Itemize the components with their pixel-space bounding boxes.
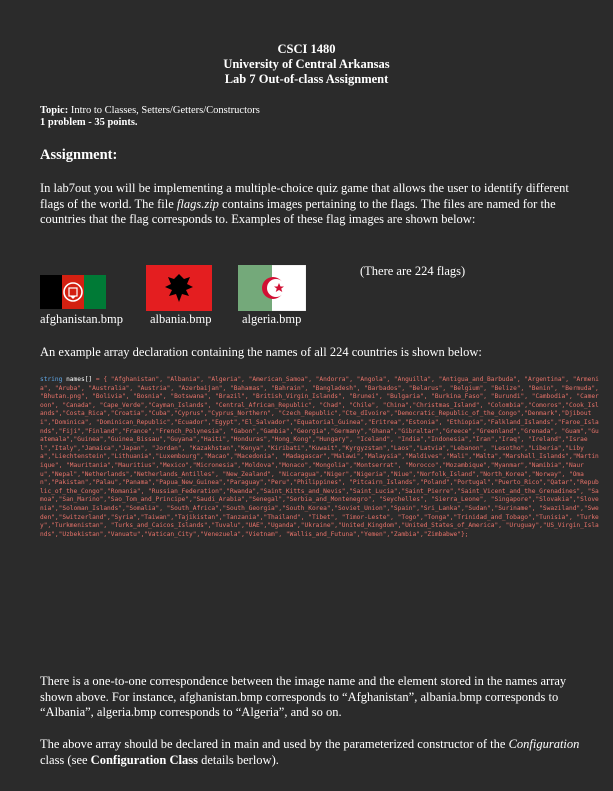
- config-text-1: The above array should be declared in main and used by the parameterized constructor of the: [40, 737, 509, 751]
- intro-paragraph: [40, 181, 580, 228]
- configuration-class-ref: Configuration Class: [90, 752, 198, 767]
- code-keyword: string: [40, 376, 63, 383]
- flag-count-note: (There are 224 flags): [360, 264, 466, 278]
- flag-label-albania: albania.bmp: [150, 312, 212, 326]
- points-line: 1 problem - 35 points.: [40, 117, 138, 128]
- albania-flag-icon: [146, 265, 212, 311]
- flag-examples: [40, 263, 580, 333]
- course-code: CSCI 1480: [277, 42, 336, 56]
- flag-label-algeria: algeria.bmp: [242, 312, 302, 326]
- flag-label-afghanistan: afghanistan.bmp: [40, 312, 123, 326]
- topic-block: [40, 105, 260, 129]
- configuration-class-name: Configuration: [508, 737, 580, 751]
- code-array-body: = { "Afghanistan", "Albania", "Algeria", "American_Samoa", "Andorra", "Angola", "Anguilla", "Antigua_and_Barbuda", "Argentina", "Armenia", "Aruba", "Australia", "Austria", "Azerbaijan", "Bahamas", "Bahrain", "Bangladesh", "Barbados", "Belarus", "Belgium", "Belize", "Benin", "Bermuda", "Bhutan.png", "Bolivia", "Bosnia", "Botswana", "Brazil", "British_Virgin_Islands", "Brunei", "Bulgaria", "Burkina_Faso", "Burundi", "Cambodia", "Cameroon", "Canada", "Cape_Verde","Cayman_Islands", "Central_African_Republic", "Chad", "Chile", "China","Christmas_Island", "Colombia","Comoros","Cook_Islands","Costa_Rica","Croatia","Cuba","Cyprus","Cyprus_Northern", "Czech_Republic","Cte_dIvoire","Democratic_Republic_of_the_Congo","Denmark","Djibouti","Dominica", "Dominican_Republic","Ecuador","Egypt","El_Salvador","Equatorial_Guinea","Eritrea","Estonia", "Ethiopia","Falkland_Islands","Faroe_Islands","Fiji","Finland","France","French_Polynesia", "Gabon","Gambia","Georgia","Germany","Ghana","Gibraltar","Greece","Greenland","Grenada", "Guam","Guatemala","Guinea","Guinea_Bissau","Guyana","Haiti","Honduras","Hong_Kong","Hungary", "Iceland", "India","Indonesia","Iran","Iraq", "Ireland","Israel","Italy","Jamaica","Japan", "Jordan", "Kazakhstan","Kenya","Kiribati","Kuwait","Kyrgyzstan","Laos","Latvia","Lebanon", "Lesotho","Liberia","Libya","Liechtenstein","Lithuania","Luxembourg","Macao","Macedonia", "Madagascar","Malawi","Malaysia","Maldives","Mali","Malta","Marshall_Islands","Martinique", "Mauritania","Mauritius","Mexico","Micronesia","Moldova","Monaco","Mongolia","Montserrat", "Morocco","Mozambique","Myanmar","Namibia","Nauru","Nepal","Netherlands","Netherlands_Antilles", "New_Zealand", "Nicaragua","Niger","Nigeria","Niue","Norfolk_Island","North_Korea","Norway", "Oman","Pakistan","Palau","Panama","Papua_New_Guinea","Paraguay","Peru","Philippines", "Pitcairn_Islands","Poland","Portugal","Puerto_Rico","Qatar","Republic_of_the_Congo","Romania", "Russian_Federation","Rwanda","Saint_Kitts_and_Nevis","Saint_Lucia","Saint_Pierre","Saint_Vicent_and_the_Grenadines", "Samoa","San_Marino","Sao_Tom_and_Principe","Saudi_Arabia","Senegal","Serbia_and_Montenegro", "Seychelles", "Sierra_Leone", "Singapore","Slovakia","Slovenia","Soloman_Islands","Somalia", "South_Africa","South_Georgia","South_Korea","Soviet_Union","Spain","Sri_Lanka","Sudan","Suriname", "Swaziland","Sweden","Switzerland","Syria","Taiwan","Tajikistan","Tanzania","Thailand", "Tibet", "Timor-Leste", "Togo","Tonga","Trinidad_and_Tobago","Tunisia", "Turkey","Turkmenistan", "Turks_and_Caicos_Islands","Tuvalu","UAE","Uganda","Ukraine","United_Kingdom","United_States_of_America", "Uruguay","US_Virgin_Islands","Uzbekistan","Vanuatu","Vatican_City","Venezuela","Vietnam", "Wallis_and_Futuna","Yemen","Zambia","Zimbabwe"};: [40, 376, 603, 538]
- document-header: [0, 42, 613, 87]
- names-array-code: [40, 376, 603, 539]
- assignment-title: Lab 7 Out-of-class Assignment: [224, 72, 389, 86]
- afghanistan-flag-icon: [40, 275, 106, 309]
- config-text-2: class (see: [40, 752, 91, 767]
- university-name: University of Central Arkansas: [223, 57, 390, 71]
- topic-value: Intro to Classes, Setters/Getters/Constructors: [68, 105, 260, 116]
- intro-text-1: In lab7out you will be implementing a multiple-choice quiz game that allows the user to identify different flags of the world. The file: [40, 181, 569, 211]
- algeria-flag-icon: [238, 265, 306, 311]
- array-intro-paragraph: An example array declaration containing the names of all 224 countries is shown below:: [40, 345, 482, 359]
- configuration-paragraph: [40, 737, 580, 768]
- flags-zip-filename: flags.zip: [176, 196, 219, 211]
- assignment-heading: Assignment:: [40, 147, 118, 163]
- topic-label: Topic:: [40, 105, 69, 116]
- correspondence-paragraph: There is a one-to-one correspondence between the image name and the element stored in the names array shown above. For instance, afghanistan.bmp corresponds to “Afghanistan”, albania.bmp corresponds to “Albania”, algeria.bmp corresponds to “Algeria”, and so on.: [40, 674, 567, 719]
- code-variable: names[]: [62, 376, 96, 383]
- intro-text-2: contains images pertaining to the flags. The files are named for the countries that the flag corresponds to. Examples of these flag images are shown below:: [40, 196, 556, 226]
- config-text-3: details berlow).: [197, 752, 279, 767]
